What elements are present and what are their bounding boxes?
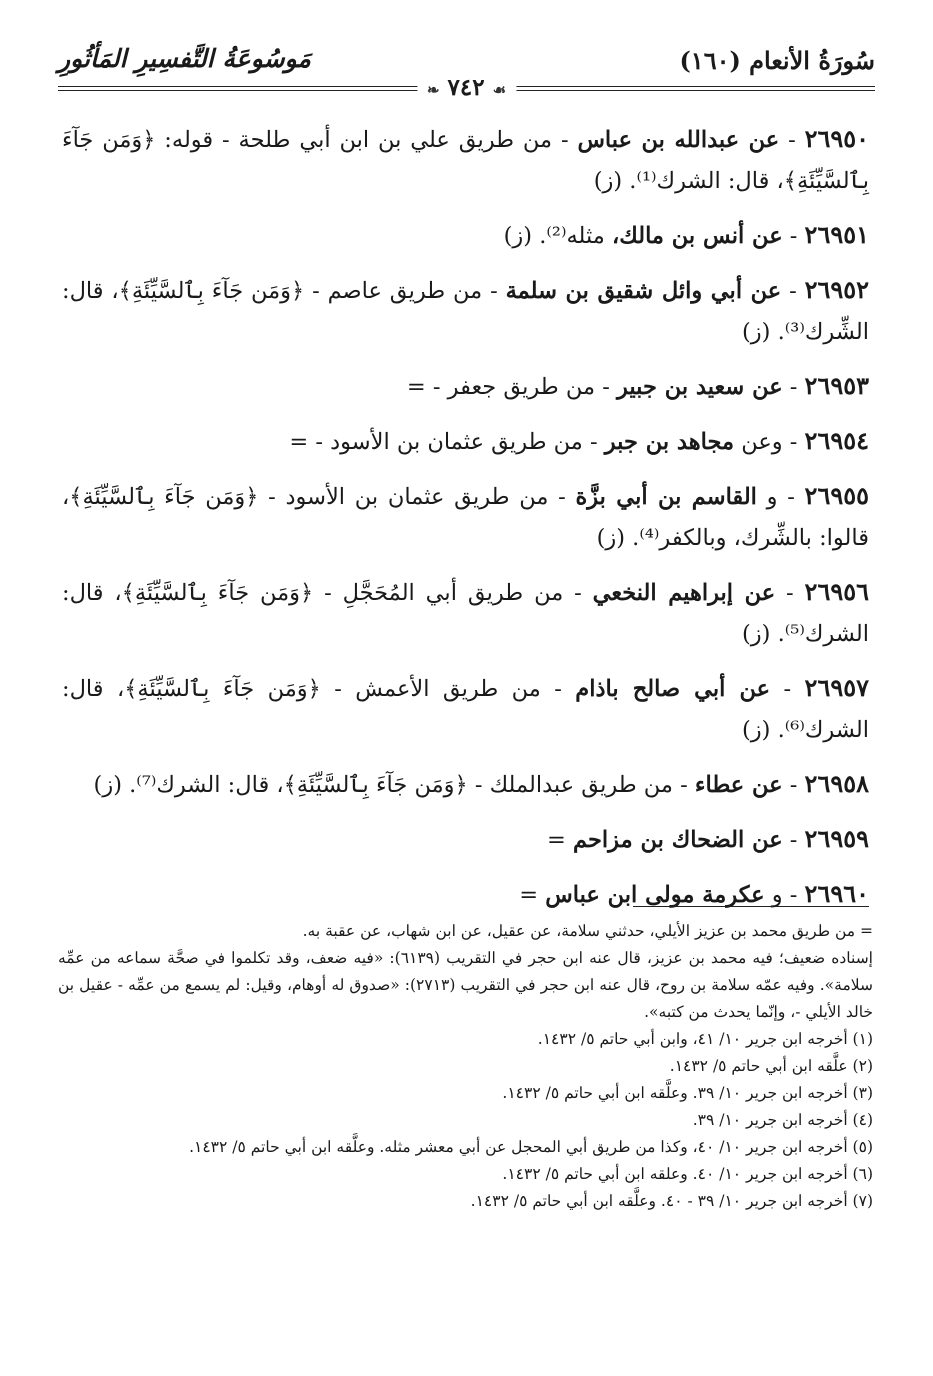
surah-title: سُورَةُ الأنعام (١٦٠) — [679, 46, 875, 75]
narration-text: - من طريق أبي المُحَجَّلِ - ﴿وَمَن جَآءَ بِٱلسَّيِّئَةِ﴾، قال: الشرك⁽⁵⁾. (ز) — [62, 580, 869, 647]
narration-text: - من طريق عبدالملك - ﴿وَمَن جَآءَ بِٱلسَّيِّئَةِ﴾، قال: الشرك⁽⁷⁾. (ز) — [93, 772, 688, 798]
narration-text: مثله⁽²⁾. (ز) — [503, 223, 605, 249]
narrations-list — [62, 118, 869, 928]
narrator-name: مجاهد بن جبر — [604, 429, 735, 455]
narration-entry — [62, 571, 869, 655]
footnote: (٧) أخرجه ابن جرير ١٠/ ٣٩ - ٤٠. وعلَّقه ابن أبي حاتم ٥/ ١٤٣٢. — [470, 1192, 873, 1210]
narration-entry — [62, 818, 869, 861]
narrator-name: عن عبدالله بن عباس — [577, 127, 780, 153]
narration-prefix: - — [786, 580, 794, 606]
narration-number: ٢٦٩٦٠ — [804, 879, 869, 908]
narration-prefix: - — [789, 374, 798, 400]
page-number-box — [417, 74, 516, 101]
narrator-name: عن سعيد بن جبير — [616, 374, 783, 400]
narration-prefix: - — [789, 827, 798, 853]
narration-number: ٢٦٩٥٤ — [804, 426, 869, 455]
footnote-separator — [633, 906, 869, 907]
narration-prefix: - وعن — [741, 429, 798, 455]
narration-entry — [62, 873, 869, 916]
footnote-isnad: إسناده ضعيف؛ فيه محمد بن عزيز، قال عنه ابن حجر في التقريب (٦١٣٩): «فيه ضعف، وقد تكلموا في صحَّة سماعه من عمِّه سلامة». وفيه عمّه سلامة بن روح، قال عنه ابن حجر في التقريب (٢٧١٣): «صدوق له أوهام، وقيل: لم يسمع من عمِّه - عقيل بن خالد الأيلي -، وإنّما يحدث من كتبه». — [58, 949, 873, 1021]
narration-text: - من طريق عاصم - ﴿وَمَن جَآءَ بِٱلسَّيِّئَةِ﴾، قال: الشِّرك⁽³⁾. (ز) — [62, 278, 869, 345]
narration-number: ٢٦٩٥٣ — [804, 371, 869, 400]
footnote: (١) أخرجه ابن جرير ١٠/ ٤١، وابن أبي حاتم ٥/ ١٤٣٢. — [537, 1030, 873, 1048]
narration-entry — [62, 420, 869, 463]
footnote: (٥) أخرجه ابن جرير ١٠/ ٤٠، وكذا من طريق أبي المحجل عن أبي معشر مثله. وعلَّقه ابن أبي حاتم ٥/ ١٤٣٢. — [189, 1138, 873, 1156]
narrator-name: عن الضحاك بن مزاحم — [573, 827, 783, 853]
footnote: (٦) أخرجه ابن جرير ١٠/ ٤٠. وعلقه ابن أبي حاتم ٥/ ١٤٣٢. — [502, 1165, 873, 1183]
narration-entry — [62, 763, 869, 806]
narration-number: ٢٦٩٥٨ — [804, 769, 869, 798]
narration-text: - من طريق جعفر - = — [406, 374, 610, 400]
narration-prefix: - — [783, 676, 792, 702]
narration-text: - من طريق الأعمش - ﴿وَمَن جَآءَ بِٱلسَّيِّئَةِ﴾، قال: الشرك⁽⁶⁾. (ز) — [62, 676, 869, 743]
footnote: (٣) أخرجه ابن جرير ١٠/ ٣٩. وعلَّقه ابن أبي حاتم ٥/ ١٤٣٢. — [502, 1084, 873, 1102]
narration-entry — [62, 214, 869, 257]
narration-number: ٢٦٩٥٢ — [804, 275, 870, 304]
narration-text: = — [547, 827, 566, 853]
narration-text: = — [519, 882, 539, 908]
narration-prefix: - — [788, 127, 796, 153]
narrator-name: عن إبراهيم النخعي — [592, 580, 776, 606]
narration-number: ٢٦٩٥٩ — [804, 824, 869, 853]
narration-number: ٢٦٩٥٠ — [804, 124, 870, 153]
footnotes — [58, 918, 873, 1215]
narration-text: - من طريق عثمان بن الأسود - = — [289, 429, 598, 455]
narration-entry — [62, 667, 869, 751]
narration-prefix: - — [789, 223, 798, 249]
page-number: ٧٤٢ — [447, 74, 485, 101]
narrator-name: عن عطاء — [694, 772, 783, 798]
narrator-name: عن أبي وائل شقيق بن سلمة — [505, 278, 782, 304]
narration-text: - من طريق علي بن ابن أبي طلحة - قوله: ﴿وَمَن جَآءَ بِٱلسَّيِّئَةِ﴾، قال: الشرك⁽¹⁾. (ز) — [62, 127, 869, 194]
narration-number: ٢٦٩٥٥ — [804, 481, 869, 510]
narrator-name: عن أنس بن مالك، — [611, 223, 783, 249]
footnote: (٢) علَّقه ابن أبي حاتم ٥/ ١٤٣٢. — [669, 1057, 873, 1075]
narration-entry — [62, 365, 869, 408]
book-title: مَوسُوعَةُ التَّفسِيرِ المَأثُورِ — [58, 44, 311, 73]
narration-entry — [62, 118, 869, 202]
narrator-name: عن أبي صالح باذام — [575, 676, 771, 702]
narrator-name: القاسم بن أبي بزَّة — [575, 484, 757, 510]
narration-number: ٢٦٩٥١ — [804, 220, 869, 249]
narration-prefix: - و — [771, 882, 798, 908]
narration-prefix: - — [789, 278, 797, 304]
narration-number: ٢٦٩٥٧ — [804, 673, 869, 702]
narration-prefix: - — [789, 772, 798, 798]
footnote-continuation: = من طريق محمد بن عزيز الأيلي، حدثني سلامة، عن عقيل، عن ابن شهاب، عن عقبة به. — [302, 922, 873, 940]
narration-prefix: - و — [766, 484, 795, 510]
narrator-name: عكرمة مولى ابن عباس — [545, 882, 765, 908]
narration-number: ٢٦٩٥٦ — [804, 577, 869, 606]
ornament-right-icon: ☙ — [492, 81, 507, 99]
narration-entry — [62, 269, 869, 353]
ornament-left-icon: ❧ — [426, 81, 440, 99]
footnote: (٤) أخرجه ابن جرير ١٠/ ٣٩. — [692, 1111, 873, 1129]
narration-text: - من طريق عثمان بن الأسود - ﴿وَمَن جَآءَ بِٱلسَّيِّئَةِ﴾، قالوا: بالشِّرك، وبالكفر⁽⁴⁾. (ز) — [62, 484, 869, 551]
running-header — [58, 40, 875, 100]
narration-entry — [62, 475, 869, 559]
